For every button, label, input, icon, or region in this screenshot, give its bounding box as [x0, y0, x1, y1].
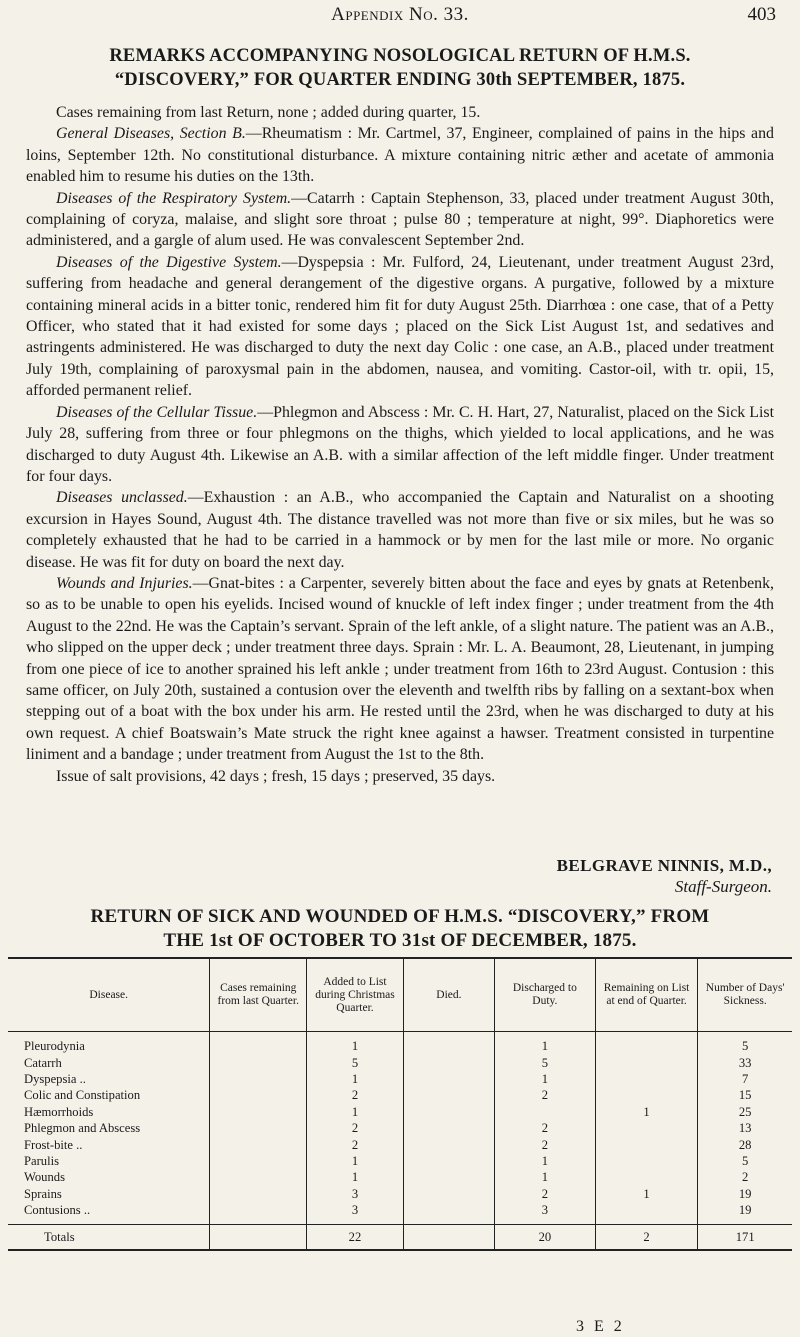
cell-added: 1 [307, 1104, 404, 1120]
cell-disease: Phlegmon and Abscess [24, 1121, 141, 1136]
cell-discharged: 2 [494, 1087, 595, 1103]
cell-disease: Hæmorrhoids [24, 1104, 94, 1119]
table-header-row [8, 958, 792, 1032]
cell-days-sickness: 25 [698, 1104, 792, 1120]
cell-added: 1 [307, 1153, 404, 1169]
cell-discharged [494, 1104, 595, 1120]
section-title: Diseases of the Digestive System. [56, 253, 282, 271]
cell-disease: Pleurodynia [24, 1039, 85, 1054]
cell-remaining-end [595, 1071, 698, 1087]
signature-name: BELGRAVE NINNIS, M.D., [556, 856, 772, 875]
cell-totals-days-sickness: 171 [698, 1225, 792, 1251]
cell-discharged: 2 [494, 1186, 595, 1202]
cell-cases-remaining [210, 1136, 307, 1152]
cell-totals-added: 22 [307, 1225, 404, 1251]
cell-disease: Wounds [24, 1170, 65, 1185]
section-title: Diseases of the Respiratory System. [56, 189, 292, 207]
remarks-body [26, 102, 774, 787]
signature-role: Staff-Surgeon. [674, 877, 772, 896]
cell-disease: Catarrh [24, 1055, 62, 1070]
section-title: Diseases of the Cellular Tissue. [56, 403, 258, 421]
cell-remaining-end [595, 1032, 698, 1055]
cell-cases-remaining [210, 1054, 307, 1070]
paragraph-general-diseases [26, 123, 774, 187]
table-row [8, 1104, 792, 1120]
cell-days-sickness: 19 [698, 1202, 792, 1225]
paragraph-cellular-tissue [26, 402, 774, 488]
col-header-remaining-end: Remaining on List at end of Quarter. [595, 958, 698, 1032]
col-header-died: Died. [403, 958, 494, 1032]
cell-days-sickness: 33 [698, 1054, 792, 1070]
paragraph-provisions: Issue of salt provisions, 42 days ; fresh, 15 days ; preserved, 35 days. [56, 767, 496, 785]
cell-added: 3 [307, 1202, 404, 1225]
cell-died [403, 1104, 494, 1120]
cell-added: 3 [307, 1186, 404, 1202]
col-header-disease: Disease. [8, 958, 210, 1032]
return-heading-line-2: THE 1st OF OCTOBER TO 31st OF DECEMBER, 1875. [163, 930, 637, 951]
cell-added: 5 [307, 1054, 404, 1070]
sick-return-table [8, 957, 792, 1251]
section-text: —Exhaustion : an A.B., who accompanied the Captain and Naturalist on a shooting excursion in Hayes Sound, August 4th. The distance travelled was not more than five or six miles, but he was so completely exhausted that he had to be carried in a hammock or by men for the last mile or more. No organic disease. He was fit for duty on board the next day. [26, 489, 774, 571]
cell-cases-remaining [210, 1169, 307, 1185]
col-header-cases-remaining: Cases remaining from last Quarter. [210, 958, 307, 1032]
cell-remaining-end: 1 [595, 1186, 698, 1202]
table-totals-row [8, 1225, 792, 1251]
cell-remaining-end [595, 1087, 698, 1103]
running-head [0, 4, 800, 30]
cell-totals-died [403, 1225, 494, 1251]
paragraph-cases: Cases remaining from last Return, none ; added during quarter, 15. [56, 104, 481, 121]
section-text: —Gnat-bites : a Carpenter, severely bitten about the face and eyes by gnats at Retenbenk, so as to be unable to open his eyelids. Incised wound of knuckle of left index finger ; under treatment from the 4th August to the 22nd. He was the Captain’s servant. Sprain of the left ankle, of a slight nature. The patient was an A.B., who slipped on the upper deck ; under treatment three days. Sprain : Mr. L. A. Beaumont, 28, Lieutenant, in jumping from one piece of ice to another sprained his left ankle ; under treatment from 16th to 23rd August. Contusion : this same officer, on July 20th, sustained a contusion over the eleventh and twelfth ribs by falling on a sextant-box when stepping out of a boat with the box under his arm. He rested until the 23rd, when he was discharged to duty at his own request. A chief Boatswain’s Mate struck the right knee against a hawser. Treatment consisted in turpentine liniment and a bandage ; under treatment from August the 1st to the 8th. [26, 574, 774, 764]
section-text: —Catarrh : Captain Stephenson, 33, placed under treatment August 30th, complaining of coryza, malaise, and slight sore throat ; pulse 80 ; temperature at night, 99°. Diaphoretics were administered, and a gargle of alum used. He was convalescent September 2nd. [26, 189, 774, 250]
cell-disease: Parulis [24, 1153, 59, 1168]
cell-remaining-end [595, 1120, 698, 1136]
section-title: General Diseases, Section B. [56, 125, 246, 143]
col-header-discharged: Discharged to Duty. [494, 958, 595, 1032]
cell-cases-remaining [210, 1202, 307, 1225]
cell-remaining-end [595, 1153, 698, 1169]
cell-disease: Dyspepsia .. [24, 1071, 86, 1086]
section-text: —Phlegmon and Abscess : Mr. C. H. Hart, 27, Naturalist, placed on the Sick List July 28, suffering from three or four phlegmons on the thighs, which yielded to local applications, and he was discharged to duty August 4th. Likewise an A.B. with a similar affection of the left middle finger. Under treatment for four days. [26, 403, 774, 485]
cell-cases-remaining [210, 1120, 307, 1136]
remarks-heading-line-2: “DISCOVERY,” FOR QUARTER ENDING 30th SEPTEMBER, 1875. [114, 70, 686, 90]
cell-totals-cases-remaining [210, 1225, 307, 1251]
page-number: 403 [747, 4, 776, 25]
table-row [8, 1186, 792, 1202]
cell-died [403, 1071, 494, 1087]
table-row [8, 1071, 792, 1087]
table-row [8, 1202, 792, 1225]
cell-discharged: 3 [494, 1202, 595, 1225]
cell-totals-remaining-end: 2 [595, 1225, 698, 1251]
paragraph-respiratory [26, 188, 774, 252]
cell-died [403, 1186, 494, 1202]
section-title: Wounds and Injuries. [56, 574, 193, 592]
cell-days-sickness: 15 [698, 1087, 792, 1103]
cell-days-sickness: 13 [698, 1120, 792, 1136]
cell-discharged: 1 [494, 1169, 595, 1185]
return-heading-line-1: RETURN OF SICK AND WOUNDED OF H.M.S. “DISCOVERY,” FROM [90, 906, 710, 927]
cell-days-sickness: 19 [698, 1186, 792, 1202]
cell-cases-remaining [210, 1153, 307, 1169]
cell-discharged: 1 [494, 1153, 595, 1169]
table-row [8, 1032, 792, 1055]
cell-added: 1 [307, 1032, 404, 1055]
printer-signature-mark: 3 E 2 [576, 1318, 625, 1335]
cell-cases-remaining [210, 1104, 307, 1120]
section-text: —Rheumatism : Mr. Cartmel, 37, Engineer, complained of pains in the hips and loins, September 12th. No constitutional disturbance. A mixture containing nitric æther and acetate of ammonia enabled him to resume his duties on the 13th. [26, 125, 774, 186]
cell-remaining-end [595, 1136, 698, 1152]
col-header-days-sickness: Number of Days' Sickness. [698, 958, 792, 1032]
cell-days-sickness: 5 [698, 1032, 792, 1055]
running-head-title: Appendix No. 33. [331, 4, 469, 25]
cell-added: 2 [307, 1120, 404, 1136]
cell-disease: Frost-bite .. [24, 1137, 83, 1152]
cell-died [403, 1054, 494, 1070]
cell-totals-label: Totals [8, 1225, 210, 1251]
remarks-heading-line-1: REMARKS ACCOMPANYING NOSOLOGICAL RETURN OF H.M.S. [109, 46, 691, 66]
cell-added: 2 [307, 1136, 404, 1152]
cell-died [403, 1153, 494, 1169]
cell-discharged: 1 [494, 1071, 595, 1087]
cell-cases-remaining [210, 1032, 307, 1055]
cell-died [403, 1136, 494, 1152]
cell-died [403, 1087, 494, 1103]
table-row [8, 1054, 792, 1070]
cell-added: 2 [307, 1087, 404, 1103]
cell-remaining-end [595, 1054, 698, 1070]
cell-days-sickness: 2 [698, 1169, 792, 1185]
cell-added: 1 [307, 1169, 404, 1185]
cell-discharged: 5 [494, 1054, 595, 1070]
paragraph-digestive [26, 252, 774, 402]
section-text: —Dyspepsia : Mr. Fulford, 24, Lieutenant, under treatment August 23rd, suffering from headache and general derangement of the digestive organs. A purgative, followed by a mixture containing mineral acids in a bitter tonic, rendered him fit for duty August 25th. Diarrhœa : one case, that of a Petty Officer, who stated that it had existed for some days ; placed on the Sick List August 1st, and sedatives and astringents administered. He was discharged to duty the next day Colic : one case, an A.B., placed under treatment July 19th, complaining of paroxysmal pain in the abdomen, nausea, and vomiting. Castor-oil, with tr. opii, 15, afforded permanent relief. [26, 253, 774, 400]
table-row [8, 1136, 792, 1152]
cell-remaining-end: 1 [595, 1104, 698, 1120]
paragraph-unclassed [26, 487, 774, 573]
cell-discharged: 1 [494, 1032, 595, 1055]
paragraph-wounds-injuries [26, 573, 774, 766]
cell-disease: Contusions .. [24, 1203, 91, 1218]
cell-remaining-end [595, 1169, 698, 1185]
table-row [8, 1153, 792, 1169]
cell-cases-remaining [210, 1087, 307, 1103]
cell-cases-remaining [210, 1186, 307, 1202]
cell-died [403, 1120, 494, 1136]
cell-days-sickness: 5 [698, 1153, 792, 1169]
cell-discharged: 2 [494, 1136, 595, 1152]
table-row [8, 1087, 792, 1103]
cell-cases-remaining [210, 1071, 307, 1087]
cell-disease: Colic and Constipation [24, 1088, 141, 1103]
table-row [8, 1120, 792, 1136]
cell-died [403, 1169, 494, 1185]
section-title: Diseases unclassed. [56, 489, 188, 507]
cell-died [403, 1032, 494, 1055]
cell-added: 1 [307, 1071, 404, 1087]
cell-days-sickness: 28 [698, 1136, 792, 1152]
cell-days-sickness: 7 [698, 1071, 792, 1087]
cell-remaining-end [595, 1202, 698, 1225]
table-row [8, 1169, 792, 1185]
cell-died [403, 1202, 494, 1225]
col-header-added: Added to List during Christmas Quarter. [307, 958, 404, 1032]
cell-discharged: 2 [494, 1120, 595, 1136]
cell-totals-discharged: 20 [494, 1225, 595, 1251]
cell-disease: Sprains [24, 1186, 62, 1201]
